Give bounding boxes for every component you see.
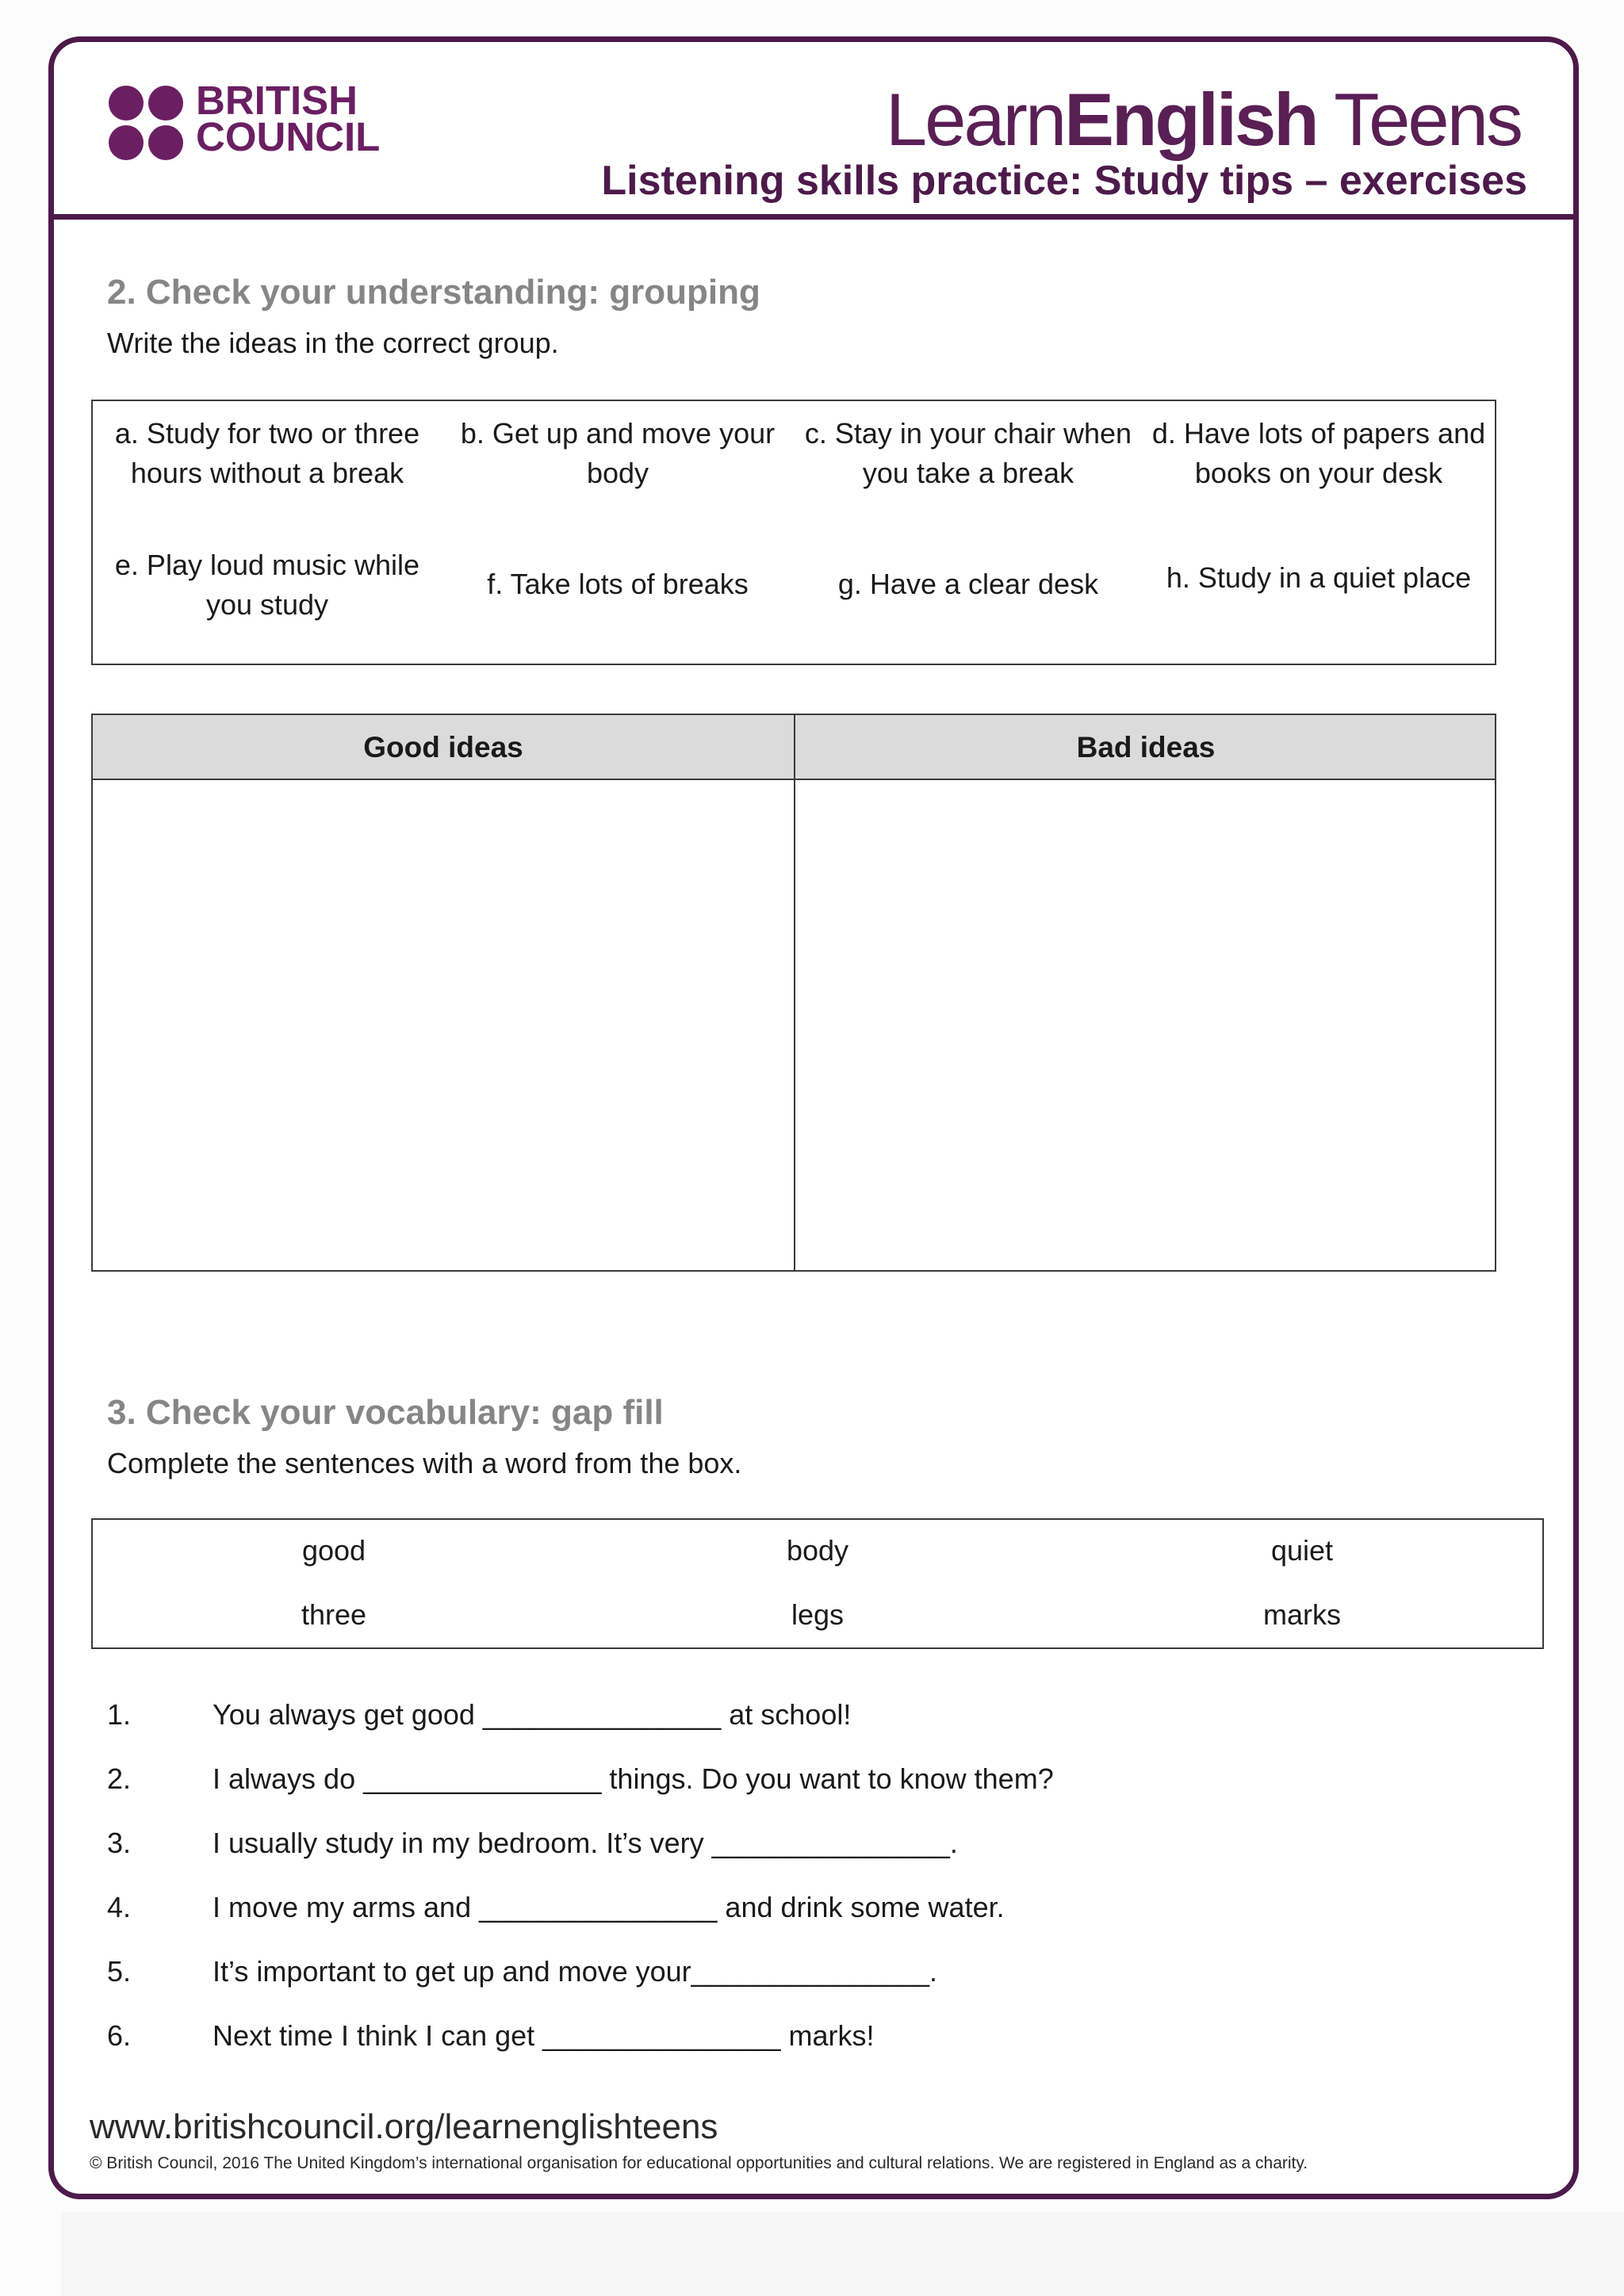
gap-fill-sentence (107, 1891, 1005, 1924)
sentence-text: I move my arms and _______________ and drink some water. (213, 1891, 1005, 1923)
gap-fill-sentence (107, 1762, 1054, 1796)
gap-fill-sentence (107, 1955, 937, 1988)
sentence-number: 2. (107, 1762, 132, 1795)
british-council-wordmark (196, 78, 465, 159)
idea-a: a. Study for two or three hours without a break (114, 417, 420, 489)
gap-fill-sentence (107, 1698, 851, 1732)
idea-c: c. Stay in your chair when you take a break (804, 417, 1132, 489)
british-council-dots-icon (109, 86, 185, 162)
word-item: marks (1263, 1598, 1341, 1631)
sentence-text: You always get good _______________ at school! (213, 1698, 852, 1731)
sentence-number: 4. (107, 1891, 132, 1923)
gap-fill-sentence (107, 1827, 958, 1860)
sentence-text: It’s important to get up and move your_______________. (213, 1955, 937, 1988)
word-item: legs (791, 1598, 845, 1631)
idea-b: b. Get up and move your body (460, 417, 776, 489)
sentence-number: 3. (107, 1827, 132, 1859)
idea-d: d. Have lots of papers and books on your desk (1151, 417, 1486, 489)
word-item: quiet (1270, 1534, 1334, 1567)
sentence-text: I usually study in my bedroom. It’s very _______________. (213, 1827, 958, 1859)
idea-h: h. Study in a quiet place (1166, 561, 1472, 594)
footer-copyright: © British Council, 2016 The United Kingdom’s international organisation for educational opportunities and cultural relations. We are registered in England as a charity. (90, 2154, 1308, 2172)
brand-line-2: COUNCIL (196, 114, 381, 159)
sentence-number: 1. (107, 1698, 132, 1731)
section-2-heading: 2. Check your understanding: grouping (107, 273, 760, 312)
word-item: three (301, 1598, 367, 1631)
page-title: Listening skills practice: Study tips – exercises (601, 158, 1527, 204)
section-2-instruction: Write the ideas in the correct group. (107, 327, 559, 359)
idea-g: g. Have a clear desk (837, 568, 1099, 600)
idea-f: f. Take lots of breaks (487, 568, 749, 600)
header-divider (48, 214, 1579, 220)
page-bottom-margin (61, 2212, 1624, 2296)
grouping-table (91, 714, 1496, 1272)
section-3-instruction: Complete the sentences with a word from the box. (107, 1447, 742, 1479)
sentence-number: 6. (107, 2019, 132, 2052)
good-ideas-header: Good ideas (363, 731, 523, 763)
bad-ideas-header: Bad ideas (1076, 731, 1216, 763)
word-box (91, 1518, 1544, 1649)
sentence-text: I always do _______________ things. Do you want to know them? (213, 1762, 1054, 1795)
grouping-table-divider (794, 715, 795, 1270)
logo-learn: Learn (885, 78, 1065, 161)
word-item: body (786, 1534, 849, 1567)
section-3-heading: 3. Check your vocabulary: gap fill (107, 1393, 664, 1432)
gap-fill-sentence (107, 2019, 875, 2053)
word-item: good (301, 1534, 366, 1567)
learnenglish-teens-logo (886, 76, 1521, 163)
sentence-number: 5. (107, 1955, 132, 1988)
sentence-text: Next time I think I can get _______________ marks! (213, 2019, 875, 2052)
footer-url: www.britishcouncil.org/learnenglishteens (90, 2107, 718, 2146)
logo-english: English (1064, 78, 1317, 161)
brand-line-1: BRITISH (196, 78, 358, 123)
idea-e: e. Play loud music while you study (114, 549, 420, 621)
logo-teens: Teens (1316, 78, 1521, 161)
ideas-box (91, 400, 1496, 665)
